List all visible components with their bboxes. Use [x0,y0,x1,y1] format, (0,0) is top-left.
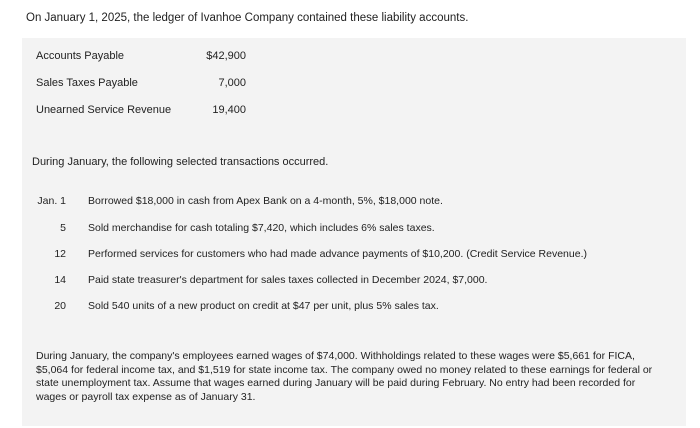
ledger-account: Accounts Payable [36,50,125,62]
transaction-date: 14 [54,274,66,286]
transaction-date: 5 [60,222,66,234]
transaction-text: Borrowed $18,000 in cash from Apex Bank on a 4-month, 5%, $18,000 note. [88,195,443,207]
transaction-text: Sold merchandise for cash totaling $7,420, which includes 6% sales taxes. [88,222,435,234]
transactions-intro: During January, the following selected transactions occurred. [32,156,329,168]
transaction-date: 20 [54,300,66,312]
ledger-amount: 19,400 [212,104,246,116]
problem-panel [22,38,686,426]
intro-text: On January 1, 2025, the ledger of Ivanhoe Company contained these liability accounts. [26,12,469,24]
ledger-account: Unearned Service Revenue [36,104,172,116]
transaction-text: Paid state treasurer's department for sales taxes collected in December 2024, $7,000. [88,274,488,286]
payroll-paragraph: During January, the company's employees earned wages of $74,000. Withholdings related to these wages were $5,661 for FICA, $5,064 for federal income tax, and $1,519 for state income tax. The company owed no money related to these earnings for federal or state unemployment tax. Assume that wages earned during January will be paid during February. No entry had been recorded for wages or payroll tax expense as of January 31. [36,350,653,403]
transaction-date: Jan. 1 [37,195,66,207]
transaction-text: Sold 540 units of a new product on credit at $47 per unit, plus 5% sales tax. [88,300,439,312]
ledger-amount: $42,900 [206,50,246,62]
transaction-date: 12 [54,248,66,260]
ledger-account: Sales Taxes Payable [36,77,138,89]
ledger-amount: 7,000 [218,77,246,89]
transaction-text: Performed services for customers who had made advance payments of $10,200. (Credit Service Revenue.) [88,248,587,260]
